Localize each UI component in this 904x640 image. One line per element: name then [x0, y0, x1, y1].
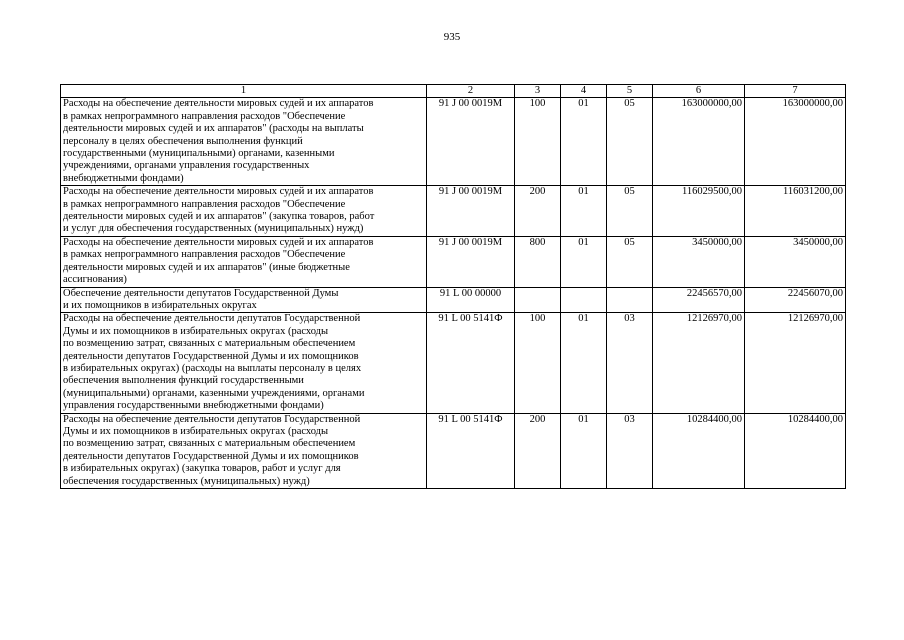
amount-col-7: 163000000,00: [745, 98, 846, 186]
table-row: [61, 236, 846, 287]
amount-col-6: 12126970,00: [653, 313, 745, 413]
amount-col-7: 12126970,00: [745, 313, 846, 413]
amount-col-6: 10284400,00: [653, 413, 745, 488]
expense-type-code: 100: [515, 313, 561, 413]
subsection-code: 05: [607, 236, 653, 287]
subsection-code: 05: [607, 98, 653, 186]
expense-type-code: 100: [515, 98, 561, 186]
header-col-2: 2: [427, 85, 515, 98]
subsection-code: 05: [607, 186, 653, 237]
header-row: [61, 85, 846, 98]
page-number: 935: [443, 31, 461, 43]
expense-description: Расходы на обеспечение деятельности депутатов Государственной Думы и их помощников в избирательных округах (расходы по возмещению затрат, связанных с материальным обеспечением деятельности депутатов Государственной Думы и их помощников в избирательных округах) (закупка товаров, работ и услуг для обеспечения государственных (муниципальных) нужд): [61, 413, 427, 488]
budget-table: [60, 84, 846, 489]
target-article-code: 91 J 00 0019М: [427, 236, 515, 287]
expense-type-code: 800: [515, 236, 561, 287]
target-article-code: 91 L 00 5141Ф: [427, 413, 515, 488]
section-code: 01: [561, 313, 607, 413]
amount-col-6: 22456570,00: [653, 287, 745, 313]
target-article-code: 91 J 00 0019М: [427, 98, 515, 186]
table-row: [61, 186, 846, 237]
section-code: 01: [561, 236, 607, 287]
section-code: 01: [561, 186, 607, 237]
section-code: [561, 287, 607, 313]
amount-col-6: 116029500,00: [653, 186, 745, 237]
section-code: 01: [561, 413, 607, 488]
target-article-code: 91 J 00 0019М: [427, 186, 515, 237]
header-col-4: 4: [561, 85, 607, 98]
header-col-1: 1: [61, 85, 427, 98]
amount-col-7: 22456070,00: [745, 287, 846, 313]
table-row: [61, 287, 846, 313]
table-row: [61, 98, 846, 186]
amount-col-7: 3450000,00: [745, 236, 846, 287]
expense-type-code: 200: [515, 186, 561, 237]
section-code: 01: [561, 98, 607, 186]
target-article-code: 91 L 00 5141Ф: [427, 313, 515, 413]
amount-col-6: 3450000,00: [653, 236, 745, 287]
table-row: [61, 313, 846, 413]
header-col-3: 3: [515, 85, 561, 98]
header-col-5: 5: [607, 85, 653, 98]
expense-description: Расходы на обеспечение деятельности мировых судей и их аппаратов в рамках непрограммного направления расходов "Обеспечение деятельности мировых судей и их аппаратов" (расходы на выплаты персоналу в целях обеспечения выполнения функций государственными (муниципальными) органами, казенными учреждениями, органами управления государственных внебюджетными фондами): [61, 98, 427, 186]
expense-description: Расходы на обеспечение деятельности мировых судей и их аппаратов в рамках непрограммного направления расходов "Обеспечение деятельности мировых судей и их аппаратов" (иные бюджетные ассигнования): [61, 236, 427, 287]
expense-description: Расходы на обеспечение деятельности депутатов Государственной Думы и их помощников в избирательных округах (расходы по возмещению затрат, связанных с материальным обеспечением деятельности депутатов Государственной Думы и их помощников в избирательных округах) (расходы на выплаты персоналу в целях обеспечения выполнения функций государственными (муниципальными) органами, казенными учреждениями, органами управления государственными внебюджетными фондами): [61, 313, 427, 413]
amount-col-7: 116031200,00: [745, 186, 846, 237]
expense-description: Обеспечение деятельности депутатов Государственной Думы и их помощников в избирательных округах: [61, 287, 427, 313]
target-article-code: 91 L 00 00000: [427, 287, 515, 313]
header-col-7: 7: [745, 85, 846, 98]
expense-type-code: 200: [515, 413, 561, 488]
expense-description: Расходы на обеспечение деятельности мировых судей и их аппаратов в рамках непрограммного направления расходов "Обеспечение деятельности мировых судей и их аппаратов" (закупка товаров, работ и услуг для обеспечения государственных (муниципальных) нужд): [61, 186, 427, 237]
subsection-code: 03: [607, 413, 653, 488]
table-row: [61, 413, 846, 488]
subsection-code: [607, 287, 653, 313]
expense-type-code: [515, 287, 561, 313]
subsection-code: 03: [607, 313, 653, 413]
amount-col-6: 163000000,00: [653, 98, 745, 186]
amount-col-7: 10284400,00: [745, 413, 846, 488]
header-col-6: 6: [653, 85, 745, 98]
